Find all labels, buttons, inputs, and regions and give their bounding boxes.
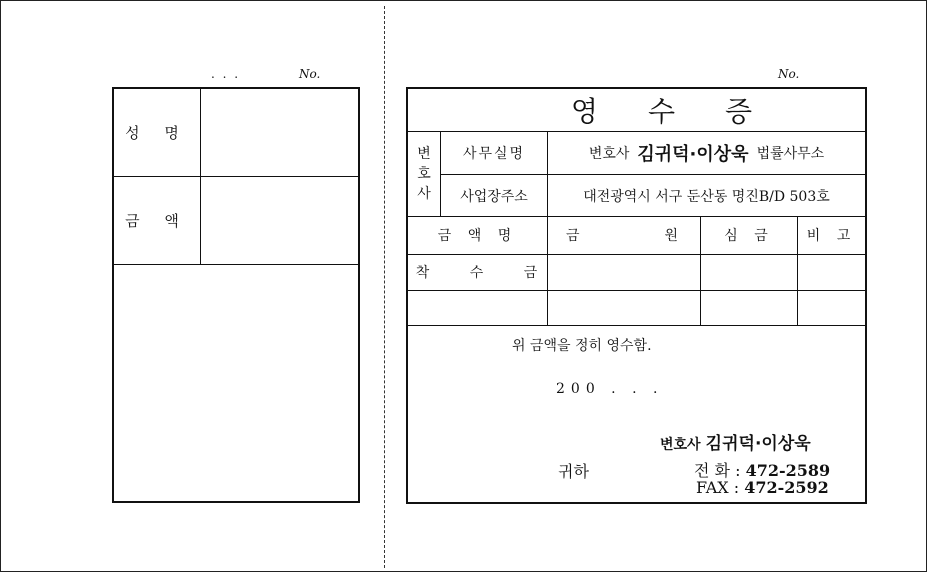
office-name-label: 사무실명 xyxy=(462,146,526,162)
fax-label: FAX : xyxy=(696,478,740,497)
date-text: 200 . . . xyxy=(556,381,664,397)
row1-note-field[interactable] xyxy=(798,255,865,289)
fax-number: 472-2592 xyxy=(744,478,829,497)
office-name-names: 김귀덕·이상욱 xyxy=(637,144,749,165)
signer-names: 김귀덕·이상욱 xyxy=(705,434,811,454)
stub-no-label: No. xyxy=(299,67,321,81)
lawyer-side-char-3: 사 xyxy=(417,186,431,202)
stub-amount-row xyxy=(114,177,358,265)
row1-item: 착 수 금 xyxy=(415,265,556,281)
col-header-note: 비 고 xyxy=(806,228,857,244)
row1-amount-field[interactable] xyxy=(548,255,700,289)
signer-line xyxy=(660,429,811,454)
perforation-line xyxy=(384,6,385,568)
col-header-amount-label: 금 xyxy=(566,228,580,244)
row2-note-field[interactable] xyxy=(798,291,865,325)
receipt-no-label: No. xyxy=(778,67,800,81)
lawyer-side-label xyxy=(408,132,440,216)
fax-line xyxy=(696,478,829,497)
phone-number: 472-2589 xyxy=(745,461,831,480)
lawyer-side-char-2: 호 xyxy=(417,166,431,182)
stub-name-label: 성 명 xyxy=(114,89,201,176)
row2-fee-field[interactable] xyxy=(701,291,797,325)
col-header-item: 금 액 명 xyxy=(437,228,518,244)
stub-amount-field[interactable] xyxy=(201,177,358,264)
office-address-label: 사업장주소 xyxy=(460,188,528,205)
office-name-value xyxy=(548,132,865,174)
confirm-text: 위 금액을 정히 영수함. xyxy=(512,338,652,354)
signer-prefix: 변호사 xyxy=(660,437,701,453)
lawyer-side-char-1: 변 xyxy=(417,146,431,162)
receipt-title: 영수증 xyxy=(570,95,803,128)
row2-amount-field[interactable] xyxy=(548,291,700,325)
row2-item-field[interactable] xyxy=(408,291,547,325)
stub-name-row xyxy=(114,89,358,177)
stub-memo-area[interactable] xyxy=(114,265,358,501)
row1-fee-field[interactable] xyxy=(701,255,797,289)
stub-name-field[interactable] xyxy=(201,89,358,176)
phone-label: 전 화 : xyxy=(694,461,741,480)
office-name-prefix: 변호사 xyxy=(588,146,630,162)
stub-date-dots: . . . xyxy=(211,67,241,81)
col-header-amount-unit: 원 xyxy=(664,228,678,244)
stub-amount-label: 금 액 xyxy=(114,177,201,264)
col-header-amount xyxy=(548,217,700,253)
office-name-suffix: 법률사무소 xyxy=(756,146,825,162)
office-address-value: 대전광역시 서구 둔산동 명진B/D 503호 xyxy=(583,188,830,205)
receipt-form xyxy=(406,87,867,504)
col-header-fee: 심 금 xyxy=(724,228,774,244)
addressee: 귀하 xyxy=(558,462,589,481)
stub-form xyxy=(112,87,360,503)
